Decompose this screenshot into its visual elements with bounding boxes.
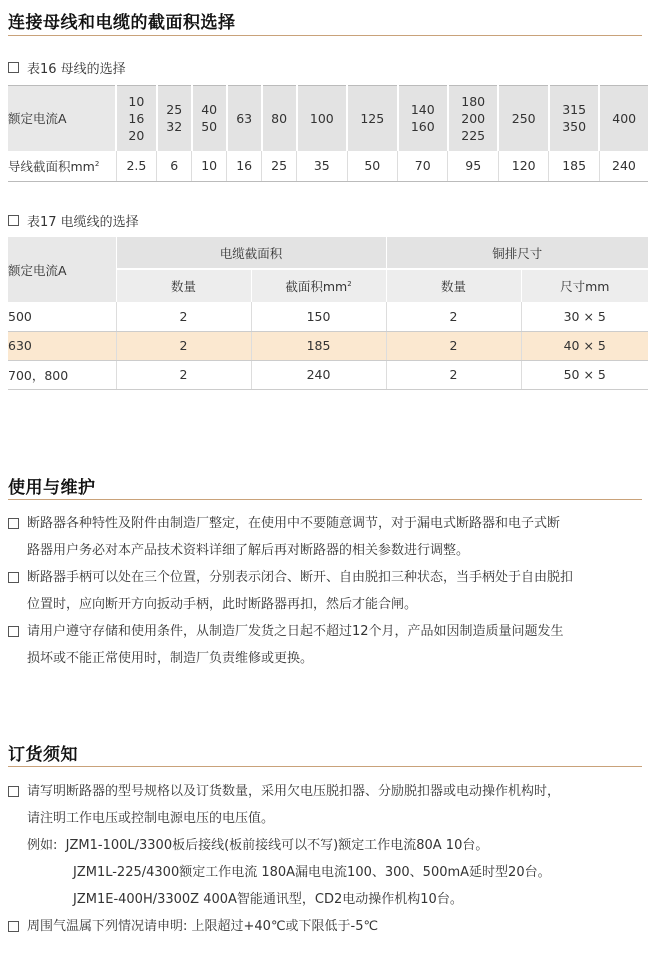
checkbox-square-icon: [8, 518, 19, 529]
table-cell: 400: [599, 86, 648, 151]
table-cell: 2: [116, 302, 251, 331]
table-cell: 25: [262, 151, 297, 182]
table-cell: 500: [8, 302, 116, 331]
list-item: 周围气温属下列情况请申明: 上限超过+40℃或下限低于-5℃: [8, 913, 648, 940]
list-item: 断路器各种特性及附件由制造厂整定，在使用中不要随意调节，对于漏电式断路器和电子式断 路器用户务必对本产品技术资料详细了解后再对断路器的相关参数进行调整。: [8, 510, 648, 564]
usage-maintenance-list: [8, 510, 648, 672]
copper-bar-group-header: 铜排尺寸: [386, 237, 648, 269]
section-divider: [8, 499, 642, 500]
table-cell: 63: [227, 86, 262, 151]
checkbox-square-icon: [8, 921, 19, 932]
table17-caption-text: 表17 电缆线的选择: [27, 215, 139, 230]
table-cell: 250: [498, 86, 548, 151]
table-cell: 150: [251, 302, 386, 331]
checkbox-square-icon: [8, 62, 19, 73]
checkbox-square-icon: [8, 572, 19, 583]
checkbox-square-icon: [8, 626, 19, 637]
busbar-selection-table: [8, 85, 648, 182]
wire-section-header: 导线截面积$mm^2$: [8, 151, 116, 182]
table-row: [8, 302, 648, 331]
table-header-row: [8, 237, 648, 269]
cable-selection-table: [8, 237, 648, 390]
section-title-cross-section: 连接母线和电缆的截面积选择: [8, 13, 236, 33]
cable-section-group-header: 电缆截面积: [116, 237, 386, 269]
section-title-usage-maintenance: 使用与维护: [8, 478, 96, 498]
table-cell: 100: [297, 86, 347, 151]
table-cell: 240: [599, 151, 648, 182]
table-cell: 6: [157, 151, 192, 182]
table-row: [8, 360, 648, 389]
table-cell: 2: [116, 360, 251, 389]
table-cell: 120: [498, 151, 548, 182]
table16-caption: [8, 58, 126, 77]
table-cell: 630: [8, 331, 116, 360]
table-cell: 40 × 5: [521, 331, 648, 360]
table-cell: 40 50: [192, 86, 227, 151]
example-line: 例如: JZM1-100L/3300板后接线(板前接线可以不写)额定工作电流80A 10台。: [27, 838, 489, 853]
table-cell: 95: [448, 151, 498, 182]
table17-caption: [8, 211, 139, 230]
table-cell: 2.5: [116, 151, 157, 182]
table-cell: 10: [192, 151, 227, 182]
rated-current-header: 额定电流A: [8, 237, 116, 302]
table-cell: 180 200 225: [448, 86, 498, 151]
table-cell: 16: [227, 151, 262, 182]
table-cell: 315 350: [549, 86, 599, 151]
table-cell: 25 32: [157, 86, 192, 151]
table-cell: 140 160: [398, 86, 448, 151]
table-cell: 2: [386, 302, 521, 331]
list-item: 请写明断路器的型号规格以及订货数量，采用欠电压脱扣器、分励脱扣器或电动操作机构时， 请注明工作电压或控制电源电压的电压值。: [8, 778, 648, 832]
table-row-highlighted: [8, 331, 648, 360]
example-line: JZM1E-400H/3300Z 400A智能通讯型，CD2电动操作机构10台。: [73, 892, 463, 907]
table-cell: 2: [386, 331, 521, 360]
column-header: 截面积$mm^2$: [251, 269, 386, 302]
example-line: JZM1L-225/4300额定工作电流 180A漏电电流100、300、500mA延时型20台。: [73, 865, 551, 880]
section-divider: [8, 766, 642, 767]
ordering-list: [8, 778, 648, 940]
table-row: [8, 86, 648, 151]
table16-caption-text: 表16 母线的选择: [27, 62, 126, 77]
table-cell: 80: [262, 86, 297, 151]
column-header: 数量: [386, 269, 521, 302]
table-cell: 125: [347, 86, 397, 151]
table-cell: 240: [251, 360, 386, 389]
list-item: 请用户遵守存储和使用条件，从制造厂发货之日起不超过12个月，产品如因制造质量问题发生 损坏或不能正常使用时，制造厂负责维修或更换。: [8, 618, 648, 672]
table-cell: 30 × 5: [521, 302, 648, 331]
rated-current-header: 额定电流A: [8, 86, 116, 151]
table-cell: 70: [398, 151, 448, 182]
checkbox-square-icon: [8, 215, 19, 226]
table-cell: 10 16 20: [116, 86, 157, 151]
table-cell: 50 × 5: [521, 360, 648, 389]
column-header: 尺寸mm: [521, 269, 648, 302]
table-cell: 185: [251, 331, 386, 360]
table-row: [8, 151, 648, 182]
table-cell: 700，800: [8, 360, 116, 389]
table-cell: 50: [347, 151, 397, 182]
checkbox-square-icon: [8, 786, 19, 797]
table-cell: 2: [116, 331, 251, 360]
section-divider: [8, 35, 642, 36]
table-cell: 185: [549, 151, 599, 182]
table-cell: 35: [297, 151, 347, 182]
section-title-ordering: 订货须知: [8, 745, 78, 765]
column-header: 数量: [116, 269, 251, 302]
table-cell: 2: [386, 360, 521, 389]
list-item: 断路器手柄可以处在三个位置，分别表示闭合、断开、自由脱扣三种状态，当手柄处于自由脱扣 位置时，应向断开方向扳动手柄，此时断路器再扣，然后才能合闸。: [8, 564, 648, 618]
